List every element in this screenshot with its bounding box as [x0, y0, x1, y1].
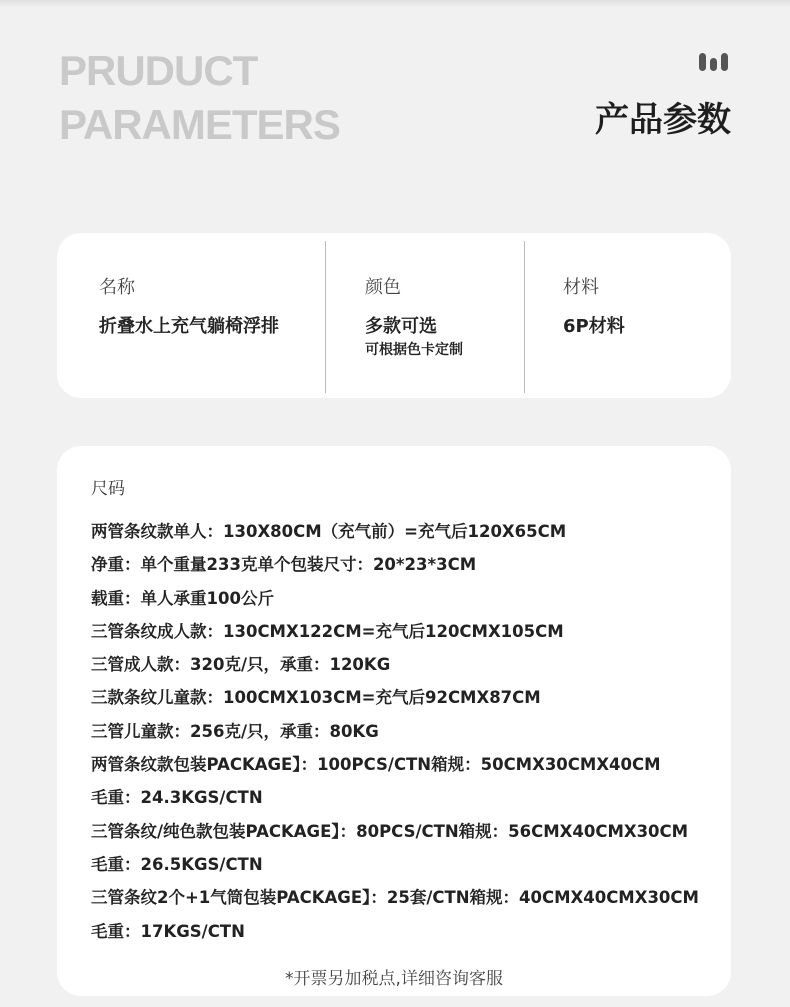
- spec-line: 两管条纹款单人：130X80CM（充气前）=充气后120X65CM: [91, 522, 567, 541]
- color-sub: 可根据色卡定制: [365, 342, 463, 358]
- spec-line: 毛重：17KGS/CTN: [91, 921, 245, 941]
- spec-line: 三管成人款：320克/只，承重：120KG: [91, 655, 391, 675]
- name-value: 折叠水上充气躺椅浮排: [99, 316, 279, 337]
- material-label: 材料: [563, 277, 599, 298]
- material-value: 6P材料: [563, 316, 625, 337]
- english-title-line-1: PRUDUCT: [59, 47, 258, 94]
- color-value: 多款可选: [365, 316, 437, 337]
- spec-line: 三管条纹2个+1气筒包装PACKAGE】：25套/CTN箱规：40CMX40CMX30CM: [91, 888, 699, 908]
- spec-line: 载重：单人承重100公斤: [91, 588, 274, 608]
- divider: [524, 241, 525, 393]
- spec-line: 三款条纹儿童款：100CMX103CM=充气后92CMX87CM: [91, 688, 541, 708]
- footnote: *开票另加税点,详细咨询客服: [285, 969, 503, 989]
- spec-line: 三管儿童款：256克/只，承重：80KG: [91, 721, 379, 741]
- spec-line: 两管条纹款包装PACKAGE】：100PCS/CTN箱规：50CMX30CMX40CM: [91, 755, 661, 775]
- size-label: 尺码: [91, 479, 125, 499]
- english-title: [59, 44, 340, 152]
- divider: [325, 241, 326, 393]
- spec-line: 净重：单个重量233克单个包装尺寸：20*23*3CM: [91, 555, 477, 575]
- info-card: [57, 233, 731, 398]
- chinese-title: 产品参数: [595, 100, 731, 140]
- spec-line: 毛重：24.3KGS/CTN: [91, 788, 263, 808]
- english-title-line-2: PARAMETERS: [59, 101, 340, 148]
- spec-line: 三管条纹/纯色款包装PACKAGE】：80PCS/CTN箱规：56CMX40CMX30CM: [91, 821, 689, 841]
- top-shadow: [0, 0, 790, 8]
- size-spec-list: [91, 515, 699, 948]
- bars-icon: [699, 51, 729, 71]
- spec-line: 三管条纹成人款：130CMX122CM=充气后120CMX105CM: [91, 621, 564, 641]
- size-card: [57, 446, 731, 996]
- color-label: 颜色: [365, 277, 401, 298]
- spec-line: 毛重：26.5KGS/CTN: [91, 854, 263, 874]
- name-label: 名称: [99, 277, 135, 298]
